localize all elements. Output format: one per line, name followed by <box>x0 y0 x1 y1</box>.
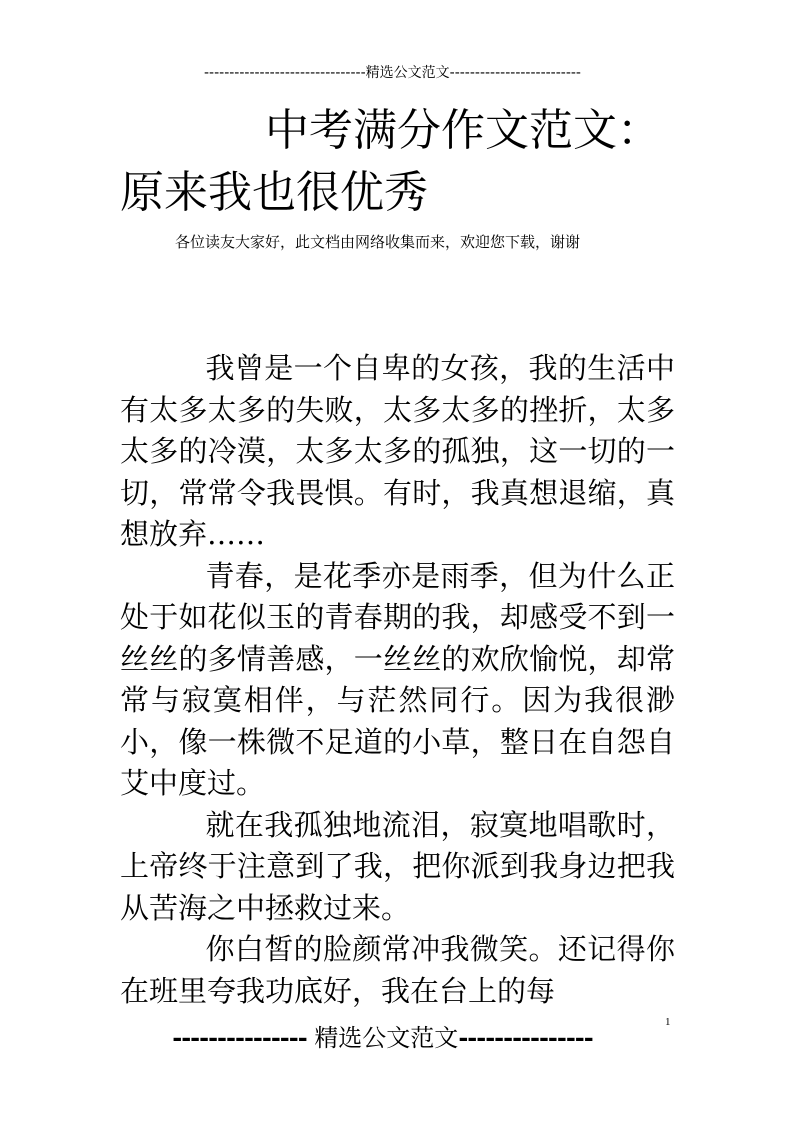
paragraph: 我曾是一个自卑的女孩，我的生活中有太多太多的失败，太多太多的挫折，太多太多的冷漠，太多太多的孤独，这一切的一切，常常令我畏惧。有时，我真想退缩，真想放弃…… <box>120 351 675 551</box>
page-header <box>120 62 665 84</box>
paragraph: 青春，是花季亦是雨季，但为什么正处于如花似玉的青春期的我，却感受不到一丝丝的多情善感，一丝丝的欢欣愉悦，却常常与寂寞相伴，与茫然同行。因为我很渺小，像一株微不足道的小草，整日在自怨自艾中度过。 <box>120 558 675 800</box>
document-subtitle: 各位读友大家好，此文档由网络收集而来，欢迎您下载，谢谢 <box>175 233 581 251</box>
page-footer <box>120 1022 645 1054</box>
footer-right-dashes: --------------- <box>458 1023 593 1052</box>
header-right-dashes: -------------------------- <box>449 65 581 81</box>
paragraph: 就在我孤独地流泪，寂寞地唱歌时，上帝终于注意到了我，把你派到我身边把我从苦海之中拯救过来。 <box>120 807 675 925</box>
title-line-1: 中考满分作文范文： <box>265 105 661 156</box>
header-label: 精选公文范文 <box>365 65 450 81</box>
document-title <box>120 100 680 224</box>
footer-label: 精选公文范文 <box>314 1024 459 1052</box>
title-line-2: 原来我也很优秀 <box>120 167 428 218</box>
footer-left-dashes: --------------- <box>172 1023 307 1052</box>
article-body <box>120 348 675 1012</box>
page-number: 1 <box>665 1016 671 1028</box>
header-left-dashes: -------------------------------- <box>203 65 366 81</box>
paragraph: 你白皙的脸颜常冲我微笑。还记得你在班里夸我功底好，我在台上的每 <box>120 932 675 1008</box>
